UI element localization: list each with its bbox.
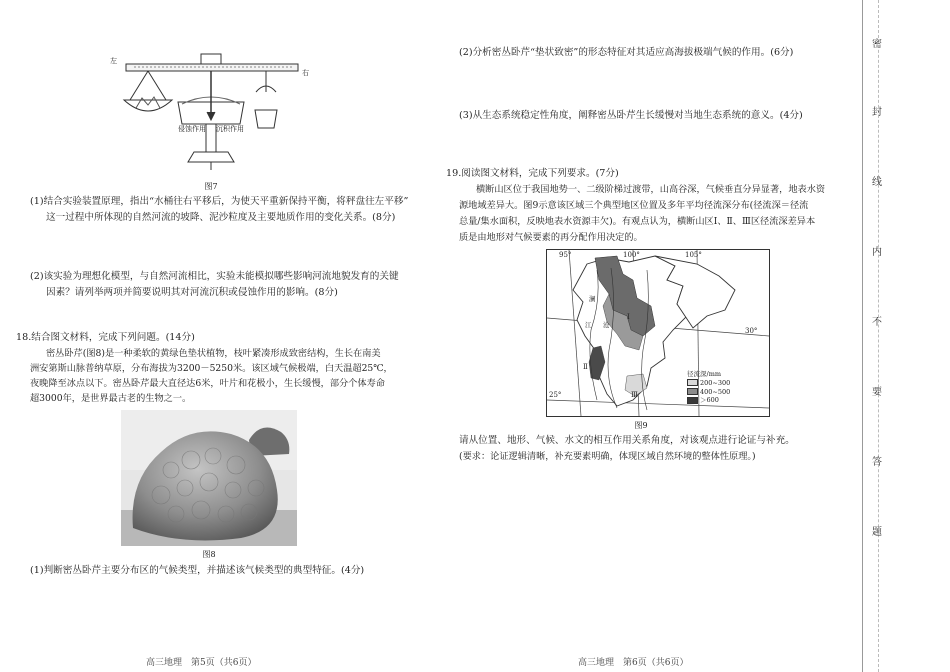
river-label-3: 沧 [603,321,610,329]
legend-item [687,396,765,405]
q18-sub1: (1)判断密丛卧芹主要分布区的气候类型，并描述该气候类型的典型特征。(4分) [30,565,365,576]
seal-text-column [866,0,888,672]
q18-sub3: (3)从生态系统稳定性角度，阐释密丛卧芹生长缓慢对当地生态系统的意义。(4分) [459,110,803,121]
seal-char: 线 [872,177,882,188]
figure-8-caption: 图8 [202,550,216,559]
figure-9-caption: 图9 [634,421,648,430]
q18-material-line4: 超3000年，是世界最古老的生物之一。 [30,393,192,404]
legend-swatch-light [687,379,698,386]
figure-8-photo [121,410,297,546]
legend-swatch-medium [687,388,698,395]
river-label-2: 江 [585,321,592,329]
q19-requirement-note: (要求：论证逻辑清晰，补充要素明确，体现区域自然环境的整体性原理。) [459,451,756,462]
river-label-1: 澜 [589,295,596,303]
seal-margin-line [862,0,863,672]
seal-char: 不 [872,317,882,328]
legend-item [687,379,765,388]
seal-char: 要 [872,387,882,398]
q19-requirement: 请从位置、地形、气候、水文的相互作用关系角度，对该观点进行论证与补充。 [459,435,795,446]
beam-right-label: 右 [302,69,309,77]
q17-sub2-line2: 因素？请列举两项并简要说明其对河流沉积或侵蚀作用的影响。(8分) [46,287,338,298]
q18-material-line2: 洲安第斯山脉普纳草原，分布海拔为3200－5250米。该区域气候极端，白天温超25℃， [30,363,393,374]
lon-label-95: 95° [559,251,572,259]
lat-label-30: 30° [745,327,758,335]
q19-material-line4: 质是由地形对气候要素的再分配作用决定的。 [459,232,643,243]
legend-label-3: ＞600 [700,396,719,405]
map-legend [687,370,765,405]
legend-swatch-dark [687,397,698,404]
region-label-3: Ⅲ [631,391,638,399]
left-page-footer: 高三地理 第5页（共6页） [146,658,257,668]
q18-material-line1: 密丛卧芹(图8)是一种柔软的黄绿色垫状植物，枝叶紧凑形成致密结构，生长在南美 [46,348,381,359]
legend-title: 径流深/mm [687,370,722,378]
seal-char: 密 [872,39,882,50]
lat-label-25: 25° [549,391,562,399]
balance-apparatus-drawing [108,50,318,178]
dial-erosion-label: 侵蚀作用 [178,125,206,133]
lon-label-105: 105° [685,251,702,259]
cushion-plant-image [121,410,297,546]
q19-title: 19.阅读图文材料，完成下列要求。(7分) [446,168,619,179]
legend-label-2: 400~500 [700,387,731,396]
lon-label-100: 100° [623,251,640,259]
dial-deposition-label: 沉积作用 [216,125,244,133]
legend-item [687,388,765,397]
q17-sub1-line2: 这一过程中所体现的自然河流的坡降、泥沙粒度及主要地质作用的变化关系。(8分) [46,212,396,223]
seal-char: 答 [872,457,882,468]
region-label-2: Ⅱ [583,363,588,371]
legend-label-1: 200~300 [700,378,731,387]
figure-7-caption: 图7 [204,182,218,191]
q17-sub1-line1: (1)结合实验装置原理，指出“水桶往右平移后，为使天平重新保持平衡，将秤盘往左平移” [30,196,409,207]
figure-7 [108,50,318,178]
seal-char: 封 [872,107,882,118]
q18-title: 18.结合图文材料，完成下列问题。(14分) [16,332,195,343]
region-label-1: Ⅰ [627,313,630,321]
q17-sub2-line1: (2)该实验为理想化模型，与自然河流相比，实验未能模拟哪些影响河流地貌发育的关键 [30,271,399,282]
seal-char: 内 [872,247,882,258]
beam-left-label: 左 [110,57,117,65]
q19-material-line1: 横断山区位于我国地势一、二级阶梯过渡带，山高谷深，气候垂直分异显著，地表水资 [476,184,826,195]
seal-char: 题 [872,527,882,538]
figure-9-map [546,249,770,417]
q18-sub2: (2)分析密丛卧芹“垫状致密”的形态特征对其适应高海拔极端气候的作用。(6分) [459,47,794,58]
q19-material-line2: 源地域差异大。图9示意该区域三个典型地区位置及多年平均径流深分布(径流深＝径流 [459,200,809,211]
q18-material-line3: 夜晚降至冰点以下。密丛卧芹最大直径达6米，叶片和花极小，生长缓慢，部分个体寿命 [30,378,385,389]
q19-material-line3: 总量/集水面积，反映地表水资源丰欠)。有观点认为，横断山区Ⅰ、Ⅱ、Ⅲ区径流深差异本 [459,216,816,227]
right-page-footer: 高三地理 第6页（共6页） [578,658,689,668]
